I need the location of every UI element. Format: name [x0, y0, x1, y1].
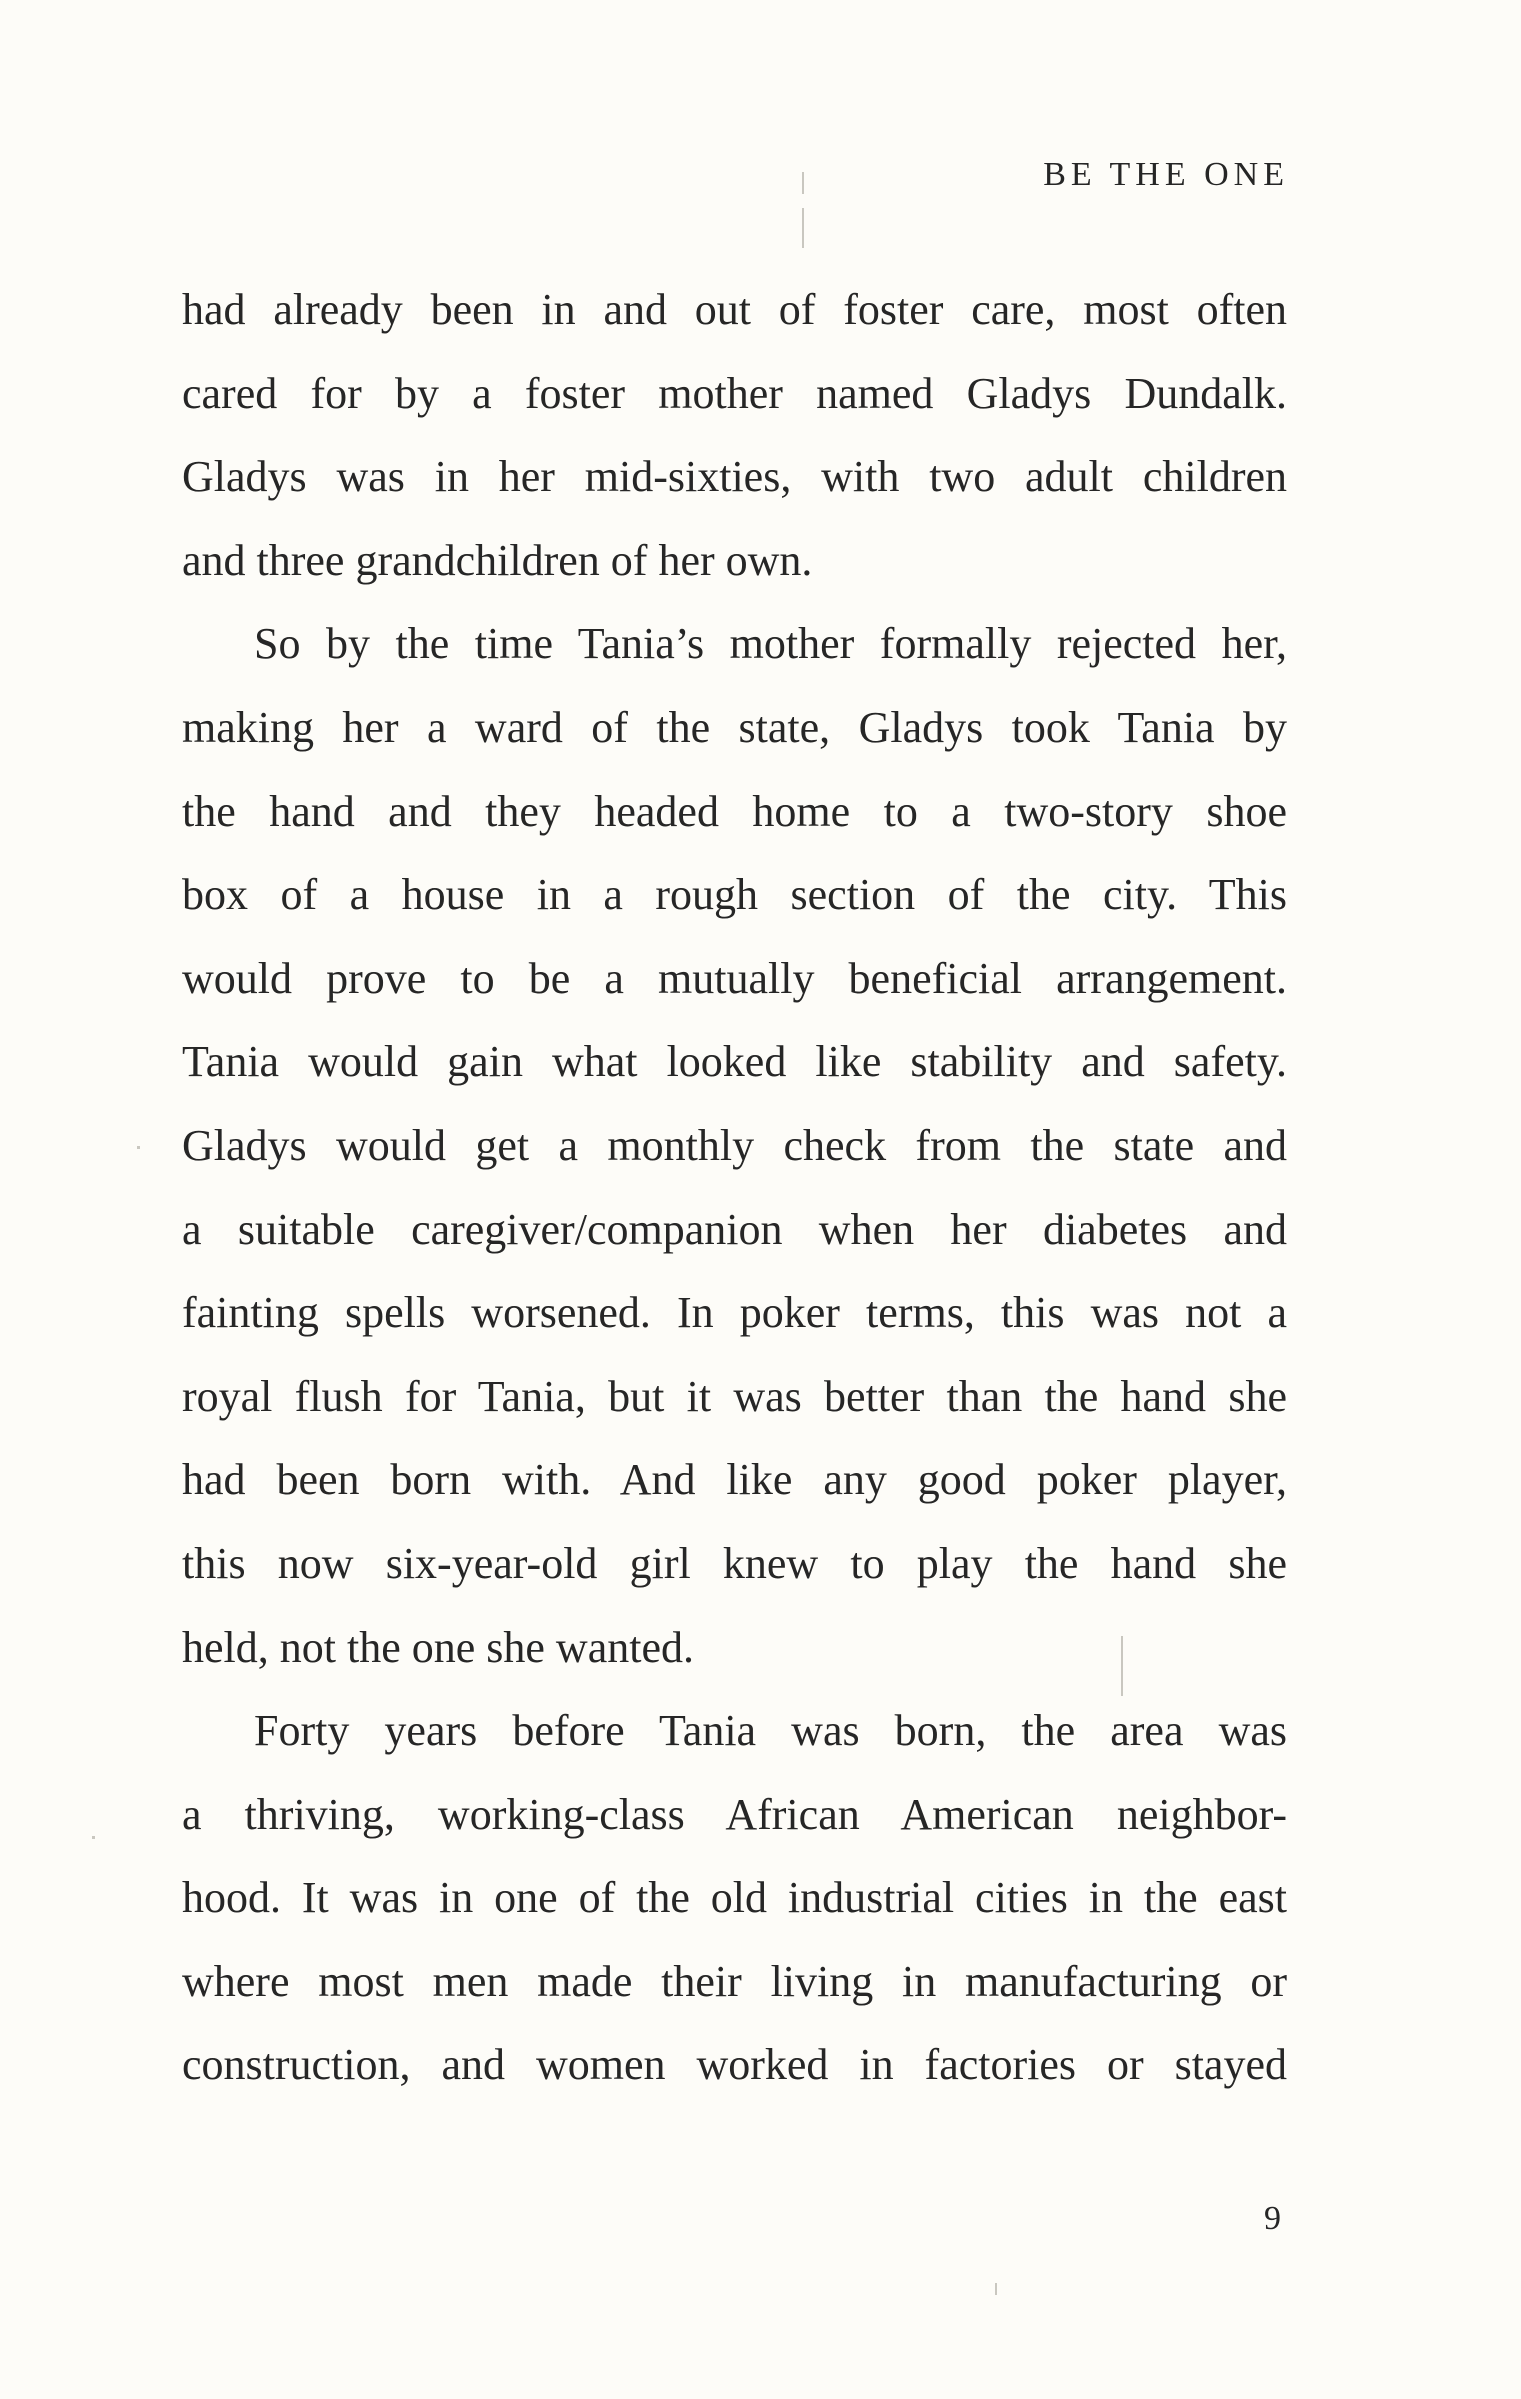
text-line: hood. It was in one of the old industrial cities in the east	[182, 1873, 1287, 1923]
text-line: the hand and they headed home to a two-story shoe	[182, 786, 1287, 836]
text-line: held, not the one she wanted.	[182, 1622, 694, 1672]
text-line: Gladys was in her mid-sixties, with two adult children	[182, 452, 1287, 502]
text-line: had already been in and out of foster care, most often	[182, 285, 1287, 334]
text-line: Forty years before Tania was born, the area was	[254, 1706, 1287, 1756]
scan-speck	[1121, 1636, 1123, 1696]
scan-speck	[92, 1836, 95, 1839]
text-line: where most men made their living in manufacturing or	[182, 1956, 1287, 2006]
text-line: and three grandchildren of her own.	[182, 535, 813, 585]
page-number: 9	[1264, 2200, 1281, 2237]
running-head: BE THE ONE	[1043, 156, 1289, 193]
text-line: had been born with. And like any good poker player,	[182, 1455, 1287, 1505]
scan-speck	[137, 1146, 140, 1149]
text-line: cared for by a foster mother named Gladys Dundalk.	[182, 368, 1287, 418]
scan-speck	[995, 2283, 997, 2295]
text-line: a thriving, working-class African American neighbor-	[182, 1789, 1287, 1839]
text-line: making her a ward of the state, Gladys took Tania by	[182, 702, 1287, 752]
text-line: fainting spells worsened. In poker terms, this was not a	[182, 1288, 1287, 1338]
text-line: a suitable caregiver/companion when her diabetes and	[182, 1204, 1287, 1254]
text-line: Gladys would get a monthly check from the state and	[182, 1120, 1287, 1170]
text-line: would prove to be a mutually beneficial arrangement.	[182, 953, 1287, 1003]
text-line: Tania would gain what looked like stability and safety.	[182, 1037, 1287, 1087]
body-text	[182, 268, 1287, 2107]
text-line: box of a house in a rough section of the city. This	[182, 870, 1287, 920]
scan-speck	[802, 208, 804, 248]
text-line: So by the time Tania’s mother formally rejected her,	[254, 619, 1287, 669]
scan-speck	[802, 172, 804, 194]
text-line: this now six-year-old girl knew to play the hand she	[182, 1538, 1287, 1588]
text-line: royal flush for Tania, but it was better than the hand she	[182, 1371, 1287, 1421]
text-line: construction, and women worked in factories or stayed	[182, 2040, 1287, 2090]
